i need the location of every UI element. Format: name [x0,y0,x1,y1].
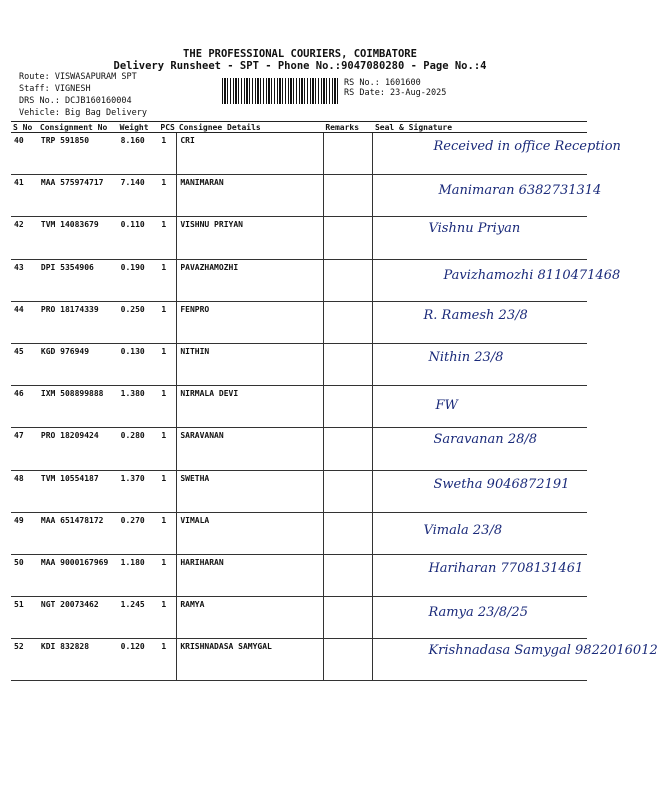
barcode [222,78,338,104]
cell-remarks [323,639,373,681]
cell-sno: 41 [11,175,38,217]
cell-consignment: KDI 832828 [38,639,118,681]
col-pcs: PCS [160,122,175,132]
cell-remarks [323,217,373,259]
cell-remarks [323,259,373,301]
handwritten-signature: Saravanan 28/8 [433,432,538,448]
cell-weight: 0.120 [118,639,159,681]
table-header [11,122,587,133]
cell-remarks [323,512,373,554]
cell-consignee: CRI [177,133,324,175]
cell-weight: 8.160 [118,133,159,175]
cell-consignee: VISHNU PRIYAN [177,217,324,259]
cell-weight: 0.190 [118,259,159,301]
handwritten-signature: Nithin 23/8 [428,349,504,365]
cell-consignee: HARIHARAN [177,554,324,596]
cell-signature [373,343,587,385]
vehicle: Vehicle: Big Bag Delivery [19,108,147,118]
document-title: THE PROFESSIONAL COURIERS, COIMBATORE [183,48,417,60]
cell-weight: 0.250 [118,301,159,343]
cell-weight: 0.110 [118,217,159,259]
table-row [11,133,587,175]
cell-consignment: KGD 976949 [38,343,118,385]
cell-pcs: 1 [158,597,176,639]
cell-sno: 49 [11,512,38,554]
cell-signature [373,133,621,175]
col-sno: S No [11,122,38,133]
cell-remarks [323,597,373,639]
cell-signature [373,217,587,259]
cell-sno: 48 [11,470,38,512]
cell-signature [373,301,587,343]
cell-consignee: SWETHA [177,470,324,512]
cell-sno: 45 [11,343,38,385]
cell-consignment: IXM 508899888 [38,386,118,428]
table-row [11,343,587,385]
handwritten-signature: Pavizhamozhi 8110471468 [443,267,621,283]
cell-remarks [323,428,373,470]
cell-pcs: 1 [158,217,176,259]
cell-consignment: MAA 9000167969 [38,554,118,596]
cell-remarks [323,470,373,512]
cell-pcs: 1 [158,554,176,596]
table-row [11,554,587,596]
rs-number: RS No.: 1601600 [344,78,421,88]
handwritten-signature: Vishnu Priyan [428,221,521,237]
cell-pcs: 1 [158,512,176,554]
handwritten-signature: Manimaran 6382731314 [438,183,602,199]
cell-weight: 0.270 [118,512,159,554]
route: Route: VISWASAPURAM SPT [19,72,137,82]
cell-remarks [323,343,373,385]
cell-consignment: NGT 20073462 [38,597,118,639]
table-row [11,428,587,470]
cell-consignee: PAVAZHAMOZHI [177,259,324,301]
cell-pcs: 1 [158,343,176,385]
cell-signature [373,175,602,217]
table-row [11,639,587,681]
cell-consignee: NITHIN [177,343,324,385]
cell-remarks [323,133,373,175]
table-row [11,512,587,554]
cell-weight: 1.380 [118,386,159,428]
handwritten-signature: FW [435,398,458,414]
cell-pcs: 1 [158,428,176,470]
cell-pcs: 1 [158,470,176,512]
cell-weight: 0.130 [118,343,159,385]
rs-date: RS Date: 23-Aug-2025 [344,88,447,98]
cell-consignment: TVM 10554187 [38,470,118,512]
table-row [11,301,587,343]
cell-sno: 50 [11,554,38,596]
cell-signature [373,386,587,428]
runsheet-table [11,121,658,681]
cell-weight: 0.280 [118,428,159,470]
handwritten-signature: Hariharan 7708131461 [428,560,584,576]
col-weight: Weight [118,122,159,133]
handwritten-signature: Ramya 23/8/25 [428,605,528,621]
table-row [11,597,587,639]
cell-consignment: TVM 14083679 [38,217,118,259]
handwritten-signature: Krishnadasa Samygal 9822016012 [428,643,658,659]
document-subtitle: Delivery Runsheet - SPT - Phone No.:9047080280 - Page No.:4 [113,60,487,72]
staff: Staff: VIGNESH [19,84,91,94]
cell-consignee: VIMALA [177,512,324,554]
cell-sno: 44 [11,301,38,343]
cell-consignee: KRISHNADASA SAMYGAL [177,639,324,681]
cell-pcs: 1 [158,639,176,681]
cell-consignment: TRP 591850 [38,133,118,175]
table-row [11,175,587,217]
cell-sno: 47 [11,428,38,470]
cell-sno: 40 [11,133,38,175]
cell-weight: 1.180 [118,554,159,596]
table-row [11,386,587,428]
cell-signature [373,512,587,554]
cell-pcs: 1 [158,301,176,343]
cell-sno: 51 [11,597,38,639]
cell-consignee: MANIMARAN [177,175,324,217]
cell-weight: 1.245 [118,597,159,639]
col-remarks: Remarks [323,122,373,133]
cell-sno: 52 [11,639,38,681]
cell-sno: 46 [11,386,38,428]
cell-consignment: MAA 651478172 [38,512,118,554]
table-row [11,217,587,259]
handwritten-signature: Received in office Reception [433,139,621,154]
table-row [11,470,587,512]
cell-consignee: FENPRO [177,301,324,343]
handwritten-signature: Vimala 23/8 [423,522,503,538]
cell-signature [373,639,658,681]
col-signature: Seal & Signature [373,122,587,133]
handwritten-signature: Swetha 9046872191 [433,476,570,492]
cell-remarks [323,301,373,343]
cell-pcs: 1 [158,133,176,175]
cell-weight: 7.140 [118,175,159,217]
cell-signature [373,470,587,512]
cell-sno: 43 [11,259,38,301]
cell-signature [373,428,587,470]
cell-consignee: SARAVANAN [177,428,324,470]
cell-pcs: 1 [158,259,176,301]
cell-signature [373,259,621,301]
handwritten-signature: R. Ramesh 23/8 [423,307,528,323]
cell-pcs: 1 [158,175,176,217]
cell-signature [373,597,587,639]
cell-sno: 42 [11,217,38,259]
cell-remarks [323,175,373,217]
cell-remarks [323,386,373,428]
table-row [11,259,587,301]
col-consignee: Consignee Details [177,122,324,133]
cell-signature [373,554,587,596]
col-consignment: Consignment No [38,122,118,133]
drs-number: DRS No.: DCJB160160004 [19,96,132,106]
cell-consignee: NIRMALA DEVI [177,386,324,428]
cell-consignment: PRO 18174339 [38,301,118,343]
cell-consignment: DPI 5354906 [38,259,118,301]
cell-pcs: 1 [158,386,176,428]
cell-consignment: MAA 575974717 [38,175,118,217]
cell-consignment: PRO 18209424 [38,428,118,470]
cell-weight: 1.370 [118,470,159,512]
cell-consignee: RAMYA [177,597,324,639]
cell-remarks [323,554,373,596]
